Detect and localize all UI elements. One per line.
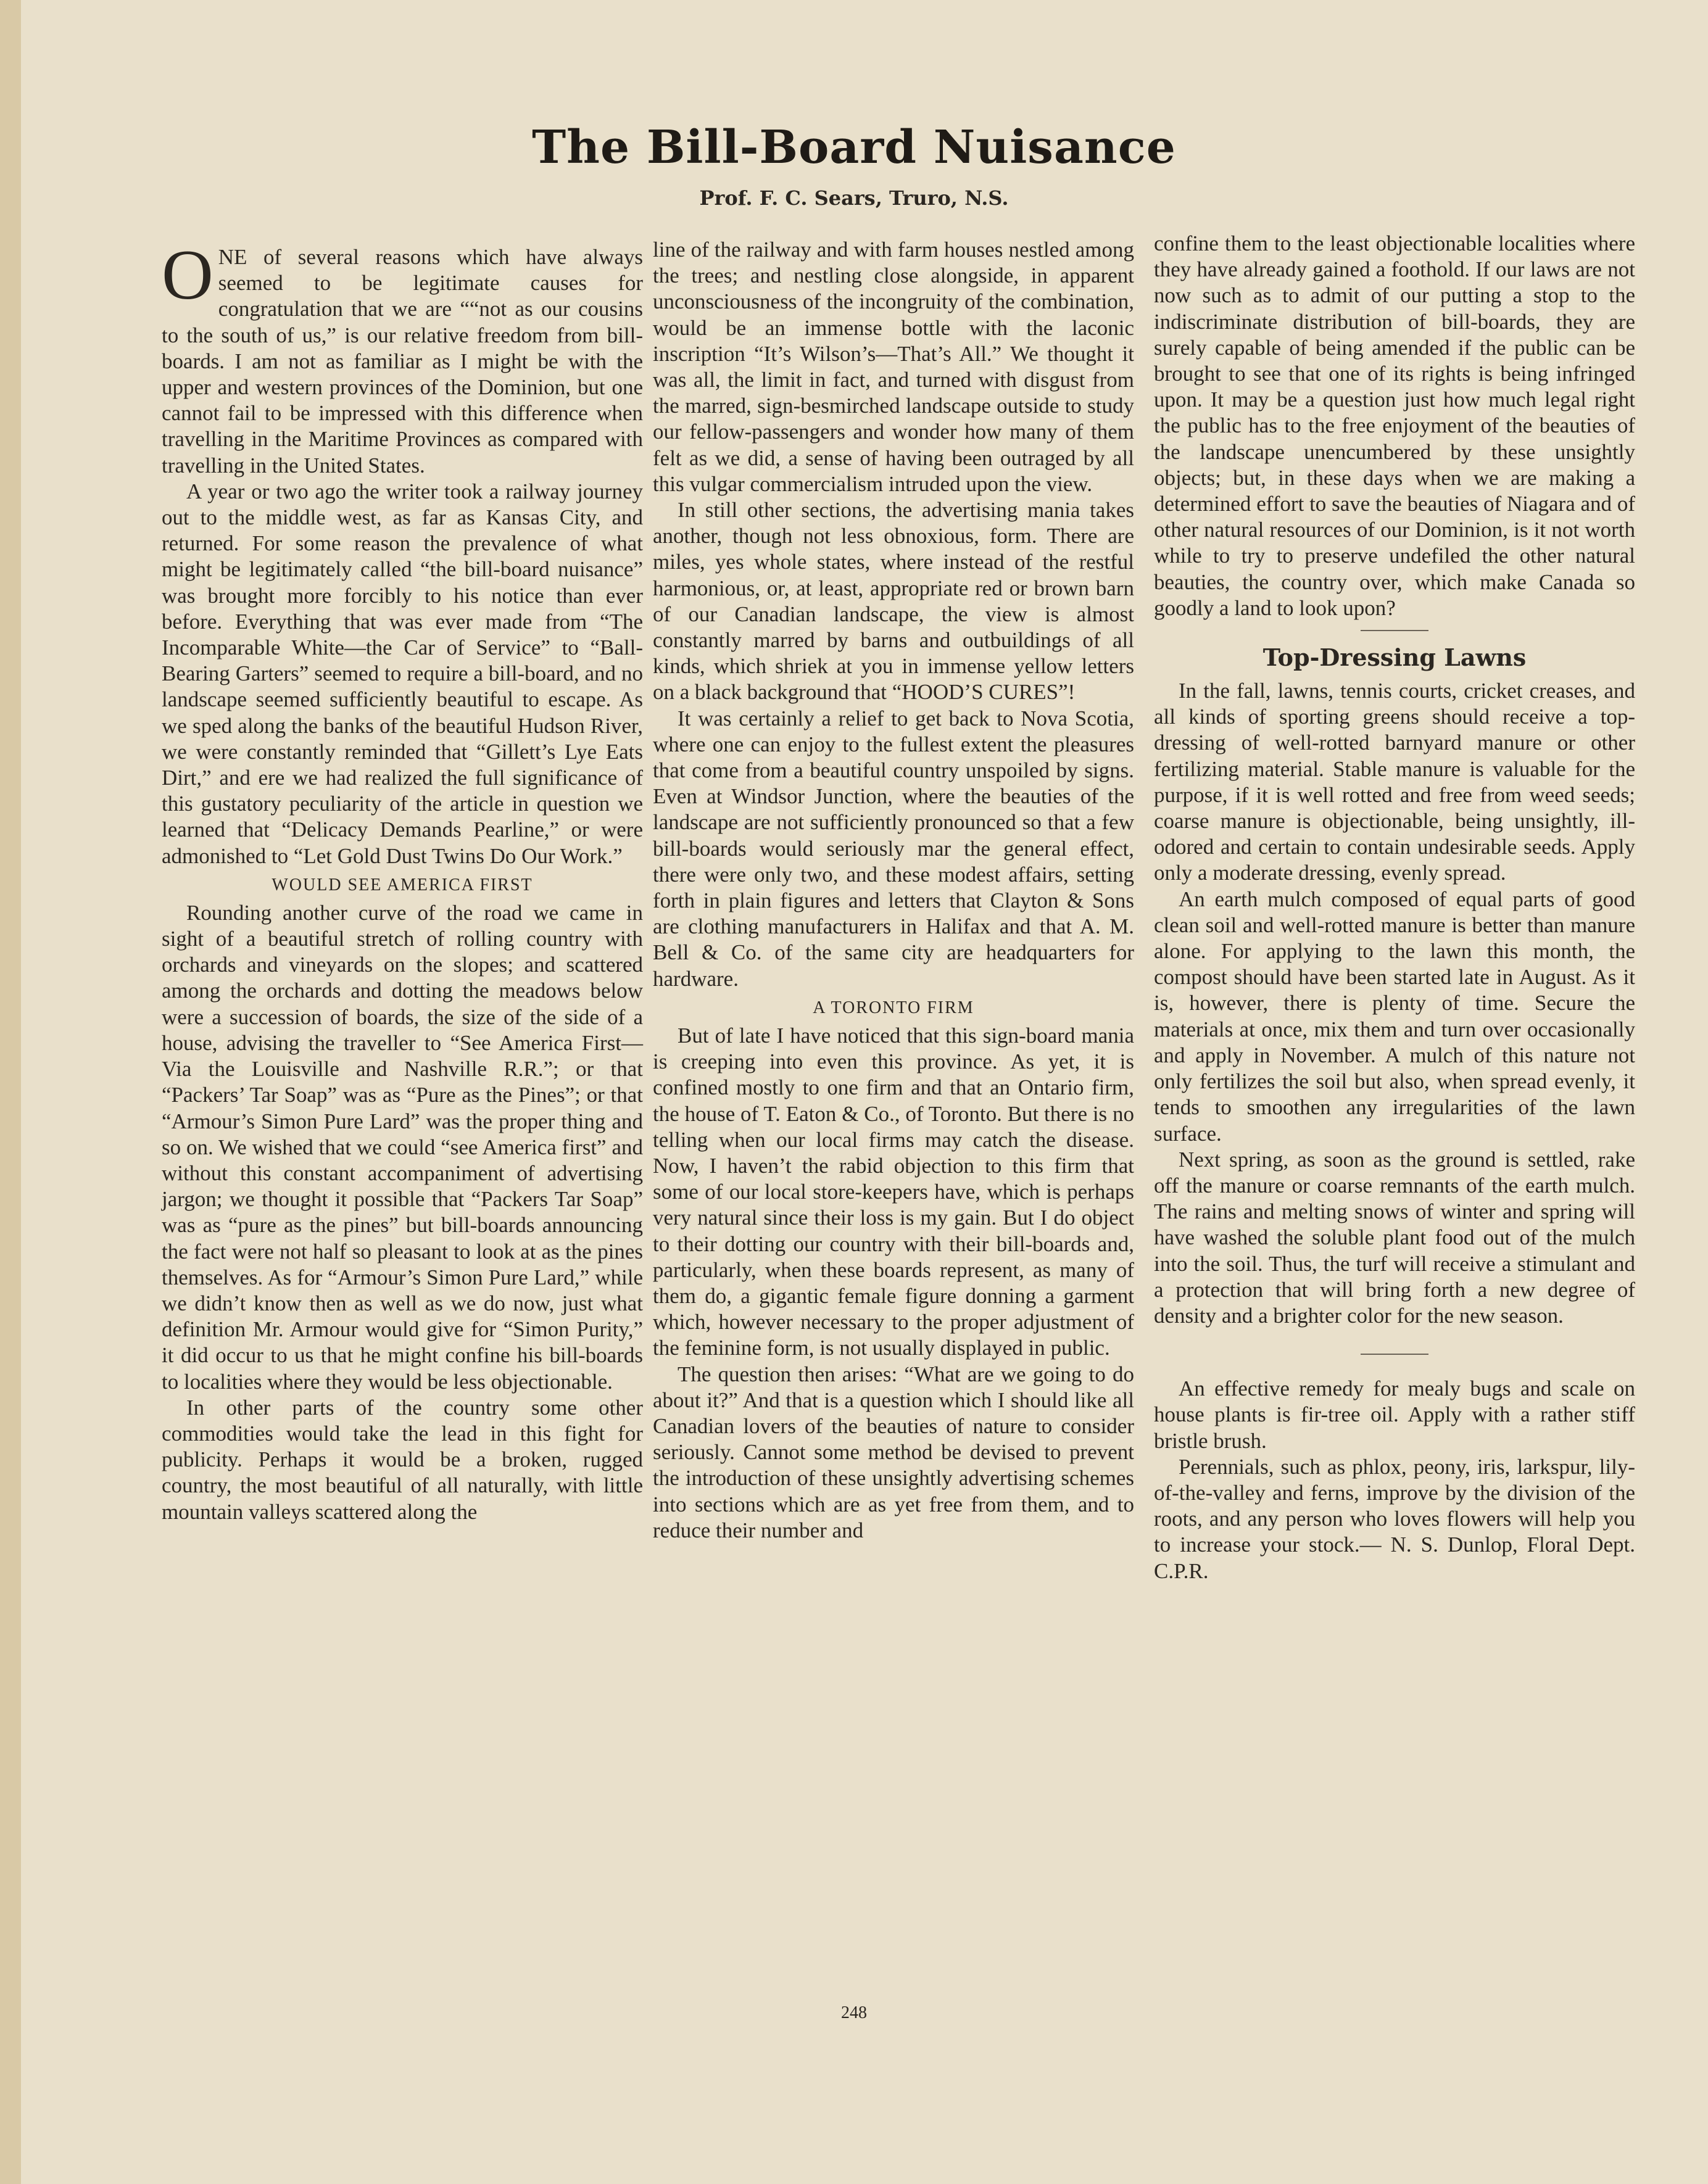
- paragraph: line of the railway and with farm houses nestled among the trees; and nestling close alongside, in apparent unconsciousness of the incongruity of the combination, would be an immense bottle with the laconic inscription “It’s Wilson’s—That’s All.” We thought it was all, the limit in fact, and turned with disgust from the marred, sign-besmirched landscape outside to study our fellow-passengers and wonder how many of them felt as we did, a sense of having been outraged by all this vulgar commercialism intruded upon the view.: [653, 238, 1134, 496]
- paragraph: In the fall, lawns, tennis courts, cricket creases, and all kinds of sporting greens should receive a top-dressing of well-rotted barnyard manure or other fertilizing material. Stable manure is valuable for the purpose, if it is well rotted and free from weed seeds; coarse manure is objectionable, being unsightly, ill-odored and certain to contain undesirable seeds. Apply only a moderate dressing, evenly spread.: [1154, 679, 1635, 885]
- paragraph: [162, 236, 643, 479]
- paragraph: But of late I have noticed that this sign-board mania is creeping into even this province. As yet, it is confined mostly to one firm and that an Ontario firm, the house of T. Eaton & Co., of Toronto. But there is no telling when our local firms may catch the disease. Now, I haven’t the rabid objection to this firm that some of our local store-keepers have, which is perhaps very natural since their loss is my gain. But I do object to their dotting our country with their bill-boards and, particularly, when these boards represent, as many of them do, a gigantic female figure donning a garment which, however necessary to the proper adjustment of the feminine form, is not usually displayed in public.: [653, 1023, 1134, 1360]
- subheading: A TORONTO FIRM: [813, 998, 974, 1017]
- paragraph: Perennials, such as phlox, peony, iris, larkspur, lily-of-the-valley and ferns, improve by the division of the roots, and any person who loves flowers will help you to increase your stock.— N. S. Dunlop, Floral Dept. C.P.R.: [1154, 1454, 1635, 1583]
- article-title: The Bill-Board Nuisance: [532, 121, 1176, 174]
- paragraph: A year or two ago the writer took a railway journey out to the middle west, as far as Kansas City, and returned. For some reason the prevalence of what might be legitimately called “the bill-board nuisance” was brought more forcibly to his notice than ever before. Everything that was ever made from “The Incomparable White—the Car of Service” to “Ball-Bearing Garters” seemed to require a bill-board, and no landscape seemed sufficiently beautiful to escape. As we sped along the banks of the beautiful Hudson River, we were constantly reminded that “Gillett’s Lye Eats Dirt,” and ere we had realized the full significance of this gustatory peculiarity of the article in question we learned that “Delicacy Demands Pearline,” or were admonished to “Let Gold Dust Twins Do Our Work.”: [162, 479, 643, 868]
- paragraph: confine them to the least objectionable localities where they have already gained a foothold. If our laws are not now such as to admit of our putting a stop to the indiscriminate distribution of bill-boards, they are surely capable of being amended if the public can be brought to see that one of its rights is being infringed upon. It may be a question just how much legal right the public has to the free enjoyment of the beauties of the landscape unencumbered by these unsightly objects; but, in these days when we are making a determined effort to save the beauties of Niagara and of other natural resources of our Dominion, is it not worth while to try to preserve undefiled the other natural beauties, the country over, which make Canada so goodly a land to look upon?: [1154, 231, 1635, 620]
- article-byline: Prof. F. C. Sears, Truro, N.S.: [699, 186, 1009, 210]
- subheading: WOULD SEE AMERICA FIRST: [272, 875, 533, 895]
- divider: [1361, 1354, 1428, 1355]
- paragraph: An earth mulch composed of equal parts of good clean soil and well-rotted manure is better than manure alone. For applying to the lawn this month, the compost should have been started late in August. As it is, however, there is plenty of time. Secure the materials at once, mix them and turn over occasionally and apply in November. A mulch of this nature not only fertilizes the soil but also, when spread evenly, it tends to smoothen any irregularities of the lawn surface.: [1154, 887, 1635, 1146]
- paragraph: Rounding another curve of the road we came in sight of a beautiful stretch of rolling country with orchards and vineyards on the slopes; and scattered among the orchards and dotting the meadows below were a succession of boards, the size of the side of a house, advising the traveller to “See America First—Via the Louisville and Nashville R.R.”; or that “Packers’ Tar Soap” was as “Pure as the Pines”; or that “Armour’s Simon Pure Lard” was the proper thing and so on. We wished that we could “see America first” and without this constant accompaniment of advertising jargon; we thought it possible that “Packers Tar Soap” was as “pure as the pines” but bill-boards announcing the fact were not half so pleasant to look at as the pines themselves. As for “Armour’s Simon Pure Lard,” while we didn’t know then as well as we do now, just what definition Mr. Armour would give for “Simon Purity,” it did occur to us that he might confine his bill-boards to localities where they would be less objectionable.: [162, 900, 643, 1394]
- paragraph: In still other sections, the advertising mania takes another, though not less obnoxious, form. There are miles, yes whole states, where instead of the restful harmonious, or, at least, appropriate red or brown barn of our Canadian landscape, the view is almost constantly marred by barns and outbuildings of all kinds, which shriek at you in immense yellow letters on a black background that “HOOD’S CURES”!: [653, 498, 1134, 705]
- section-title: Top-Dressing Lawns: [1262, 643, 1527, 672]
- page-edge: [0, 0, 21, 2184]
- column-2: [653, 237, 1134, 1544]
- divider: [1361, 630, 1428, 631]
- paragraph: It was certainly a relief to get back to Nova Scotia, where one can enjoy to the fullest extent the pleasures that come from a beautiful country unspoiled by signs. Even at Windsor Junction, where the beauties of the landscape are not sufficiently pronounced so that a few bill-boards would seriously mar the general effect, there were only two, and these modest affairs, setting forth in plain figures and letters that Clayton & Sons are clothing manufacturers in Halifax and that A. M. Bell & Co. of the same city are headquarters for hardware.: [653, 706, 1134, 991]
- paragraph: The question then arises: “What are we going to do about it?” And that is a question which I should like all Canadian lovers of the beauties of nature to consider seriously. Cannot some method be devised to prevent the introduction of these unsightly advertising schemes into sections which are as yet free from them, and to reduce their number and: [653, 1362, 1134, 1542]
- column-1: [162, 236, 643, 1525]
- page-number: 248: [841, 2003, 867, 2022]
- paragraph: An effective remedy for mealy bugs and scale on house plants is fir-tree oil. Apply with a rather stiff bristle brush.: [1154, 1376, 1635, 1453]
- paragraph: In other parts of the country some other commodities would take the lead in this fight for publicity. Perhaps it would be a broken, rugged country, the most beautiful of all naturally, with little mountain valleys scattered along the: [162, 1395, 643, 1524]
- column-3: [1154, 231, 1635, 1584]
- drop-cap: O: [162, 236, 214, 315]
- paragraph: Next spring, as soon as the ground is settled, rake off the manure or coarse remnants of the earth mulch. The rains and melting snows of winter and spring will have washed the soluble plant food out of the mulch into the soil. Thus, the turf will receive a stimulant and a protection that will bring forth a new degree of density and a brighter color for the new season.: [1154, 1147, 1635, 1328]
- paragraph-text: NE of several reasons which have always seemed to be legitimate causes for congratulation that we are ““not as our cousins to the south of us,” is our relative freedom from bill-boards. I am not as familiar as I might be with the upper and western provinces of the Dominion, but one cannot fail to be impressed with this difference when travelling in the Maritime Provinces as compared with travelling in the United States.: [162, 245, 643, 478]
